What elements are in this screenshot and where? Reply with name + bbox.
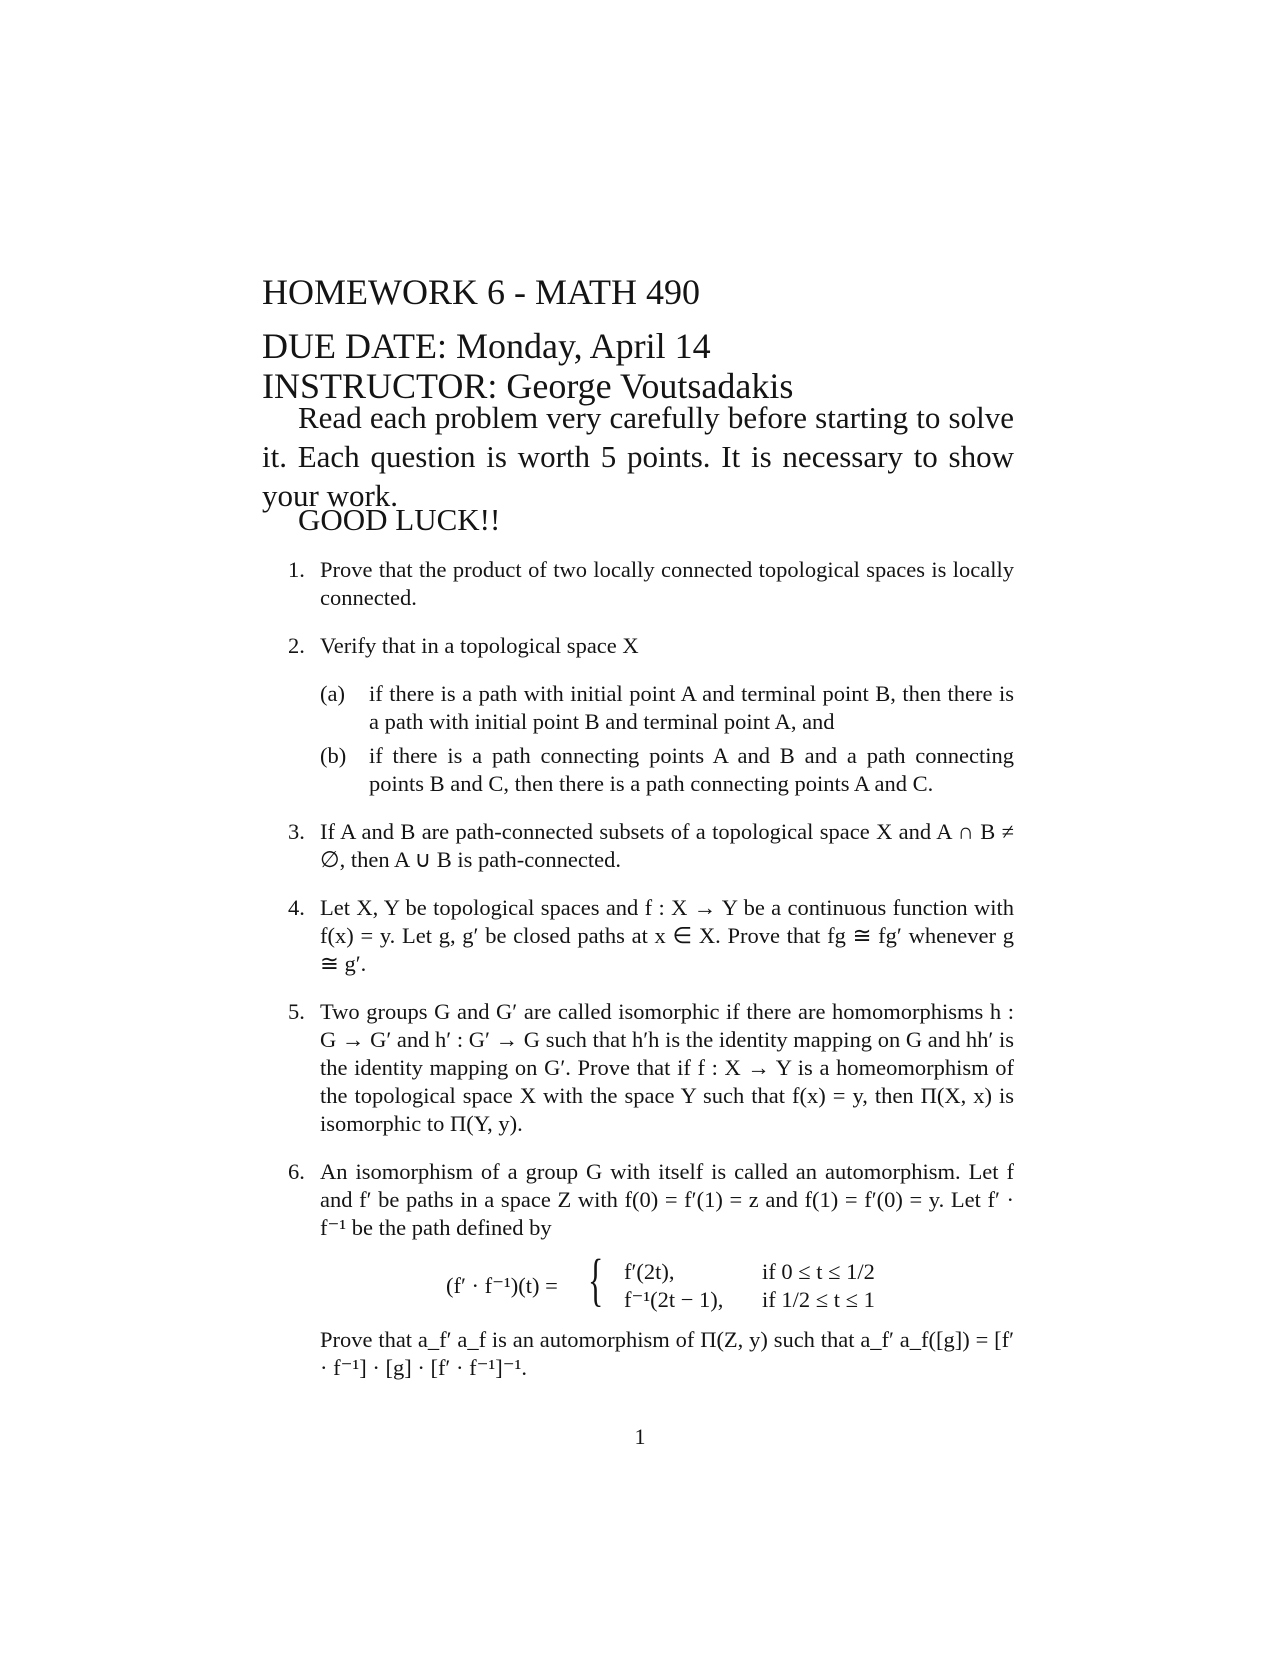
part-text: if there is a path with initial point A and terminal point B, then there is a path with initial point B and terminal point A, and [369,681,1014,734]
piecewise-definition [320,1247,1014,1316]
problem-text: Prove that the product of two locally connected topological spaces is locally connected. [320,557,1014,610]
problem-number: 4. [288,895,305,920]
problem-3 [288,818,1014,874]
case-1-condition: if 0 ≤ t ≤ 1/2 [762,1259,875,1284]
case-2-condition: if 1/2 ≤ t ≤ 1 [762,1287,875,1312]
problem-list [288,556,1014,1382]
problem-text: An isomorphism of a group G with itself is called an automorphism. Let f and f′ be paths in a space Z with f(0) = f′(1) = z and f(1) = f′(0) = y. Let f′ · f⁻¹ be the path defined by [320,1159,1014,1240]
page-number: 1 [634,1424,646,1449]
problem-text: If A and B are path-connected subsets of a topological space X and A ∩ B ≠ ∅, then A ∪ B is path-connected. [320,819,1014,872]
problem-text: Let X, Y be topological spaces and f : X → Y be a continuous function with f(x) = y. Let g, g′ be closed paths at x ∈ X. Prove that fg ≅ fg′ whenever g ≅ g′. [320,895,1014,976]
due-date: DUE DATE: Monday, April 14 [262,326,711,366]
document-header [262,272,1022,406]
problem-2-part-a [320,680,1014,736]
part-label: (b) [320,743,347,768]
problem-5 [288,998,1014,1138]
problem-2 [288,632,1014,798]
problem-number: 3. [288,819,305,844]
case-1-value: f′(2t), [624,1259,675,1284]
instructor: INSTRUCTOR: George Voutsadakis [262,366,794,406]
document-title: HOMEWORK 6 - MATH 490 [262,272,700,312]
good-luck-text: GOOD LUCK!! [298,502,501,537]
problem-number: 5. [288,999,305,1024]
problem-text: Verify that in a topological space X [320,633,639,658]
part-label: (a) [320,681,345,706]
case-2-value: f⁻¹(2t − 1), [624,1287,724,1312]
instructions-text: Read each problem very carefully before starting to solve it. Each question is worth 5 points. It is necessary to show your work. [262,400,1014,513]
problem-6 [288,1158,1014,1382]
problem-number: 2. [288,633,305,658]
display-lhs: (f′ · f⁻¹)(t) = [446,1273,558,1298]
problem-number: 6. [288,1159,305,1184]
part-text: if there is a path connecting points A and B and a path connecting points B and C, then there is a path connecting points A and C. [369,743,1014,796]
problem-number: 1. [288,557,305,582]
problem-1 [288,556,1014,612]
problem-text: Two groups G and G′ are called isomorphic if there are homomorphisms h : G → G′ and h′ : G′ → G such that h′h is the identity mapping on G and hh′ is the identity mapping on G′. Prove that if f : X → Y is a homeomorphism of the topological space X with the space Y such that f(x) = y, then Π(X, x) is isomorphic to Π(Y, y). [320,999,1014,1136]
problem-4 [288,894,1014,978]
problem-2-part-b [320,742,1014,798]
left-brace: { [588,1247,604,1312]
problem-6-closing: Prove that a_f′ a_f is an automorphism of Π(Z, y) such that a_f′ a_f([g]) = [f′ · f⁻¹] · [g] · [f′ · f⁻¹]⁻¹. [320,1327,1014,1380]
instructions-paragraph [262,398,1014,515]
